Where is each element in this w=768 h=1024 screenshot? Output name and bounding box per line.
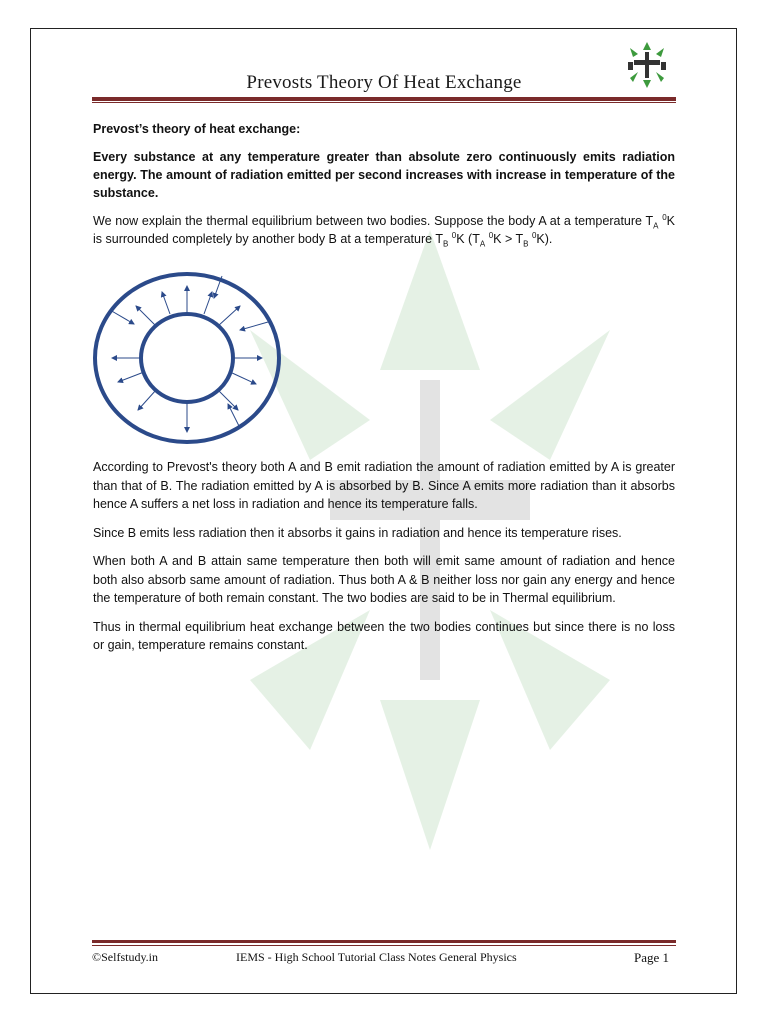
intro-text-4: K > T — [493, 232, 524, 246]
superscript-degree: 0 — [662, 212, 667, 222]
intro-text-1: We now explain the thermal equilibrium between two bodies. Suppose the body A at a temperature T — [93, 214, 654, 228]
footer-copyright[interactable]: ©Selfstudy.in — [92, 950, 159, 964]
section-heading: Prevost’s theory of heat exchange: — [93, 122, 301, 136]
subscript-b: B — [523, 239, 529, 249]
main-content — [93, 120, 675, 258]
header-rule — [92, 97, 676, 101]
intro-text-3: K (T — [456, 232, 480, 246]
paragraph-thus: Thus in thermal equilibrium heat exchange between the two bodies continues but since there is no loss or gain, temperature remains constant. — [93, 619, 675, 652]
footer-page-number: Page 1 — [634, 950, 670, 965]
paragraph-since: Since B emits less radiation then it absorbs it gains in radiation and hence its temperature rises. — [93, 525, 622, 540]
subscript-a: A — [479, 239, 486, 249]
header-rule-thin — [92, 102, 676, 103]
superscript-degree: 0 — [531, 230, 537, 240]
radiation-arrows — [110, 276, 268, 432]
subscript-a: A — [653, 221, 659, 231]
theory-statement: Every substance at any temperature greater than absolute zero continuously emits radiation energy. The amount of radiation emitted per second increases with increase in temperature of the substance. — [93, 150, 675, 200]
intro-text-2: K is surrounded completely by another body B at a temperature T — [93, 214, 675, 246]
subscript-b: B — [442, 239, 449, 249]
explanation-content — [93, 458, 675, 665]
intro-text-5: K). — [536, 232, 553, 246]
inner-body-a — [141, 314, 233, 402]
radiation-diagram — [90, 268, 290, 448]
footer-course-title: IEMS - High School Tutorial Class Notes General Physics — [236, 950, 517, 964]
intro-paragraph — [93, 212, 675, 248]
footer-rule-thin — [92, 945, 676, 946]
superscript-degree: 0 — [488, 230, 494, 240]
paragraph-according: According to Prevost's theory both A and B emit radiation the amount of radiation emitted by A is greater than that of B. The radiation emitted by A is absorbed by B. Since A emits more radiation than it absorbs hence A suffers a net loss in radiation and hence its temperature falls. — [93, 460, 675, 511]
page-title: Prevosts Theory Of Heat Exchange — [246, 72, 522, 93]
superscript-degree: 0 — [451, 230, 457, 240]
paragraph-when: When both A and B attain same temperature then both will emit same amount of radiation and hence both also absorb same amount of radiation. Thus both A & B neither loss nor gain any energy and hence the temperature of both remain constant. The two bodies are said to be in Thermal equilibrium. — [93, 554, 675, 605]
footer-rule — [92, 940, 676, 943]
